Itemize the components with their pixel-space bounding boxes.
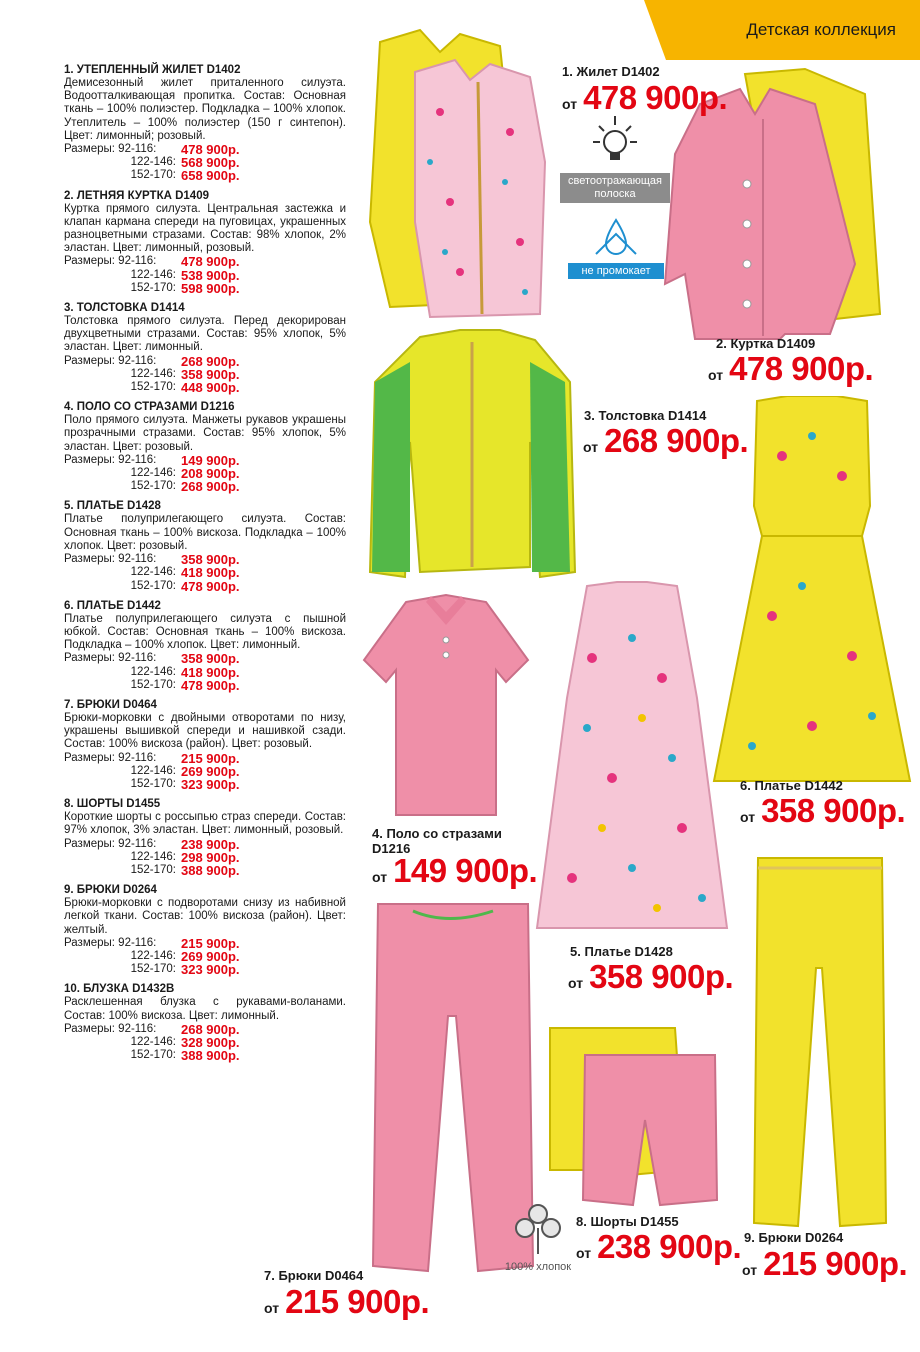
size-label: Размеры: 92-116: xyxy=(64,1022,157,1035)
item-2 xyxy=(64,189,346,295)
size-price: 478 900р. xyxy=(181,578,240,594)
size-label: 152-170: xyxy=(130,963,176,976)
caption-7: 7. Брюки D0464 xyxy=(264,1268,364,1283)
price-1 xyxy=(562,79,727,117)
item-title: 10. БЛУЗКА D1432B xyxy=(64,983,175,996)
item-6 xyxy=(64,599,346,692)
section-title: Детская коллекция xyxy=(746,20,896,39)
description-column xyxy=(64,63,346,1068)
size-list xyxy=(64,752,346,792)
item-description: Короткие шорты с россыпью страз спереди. Состав: 97% хлопок, 3% эластан. Цвет: лимонный, розовый. xyxy=(64,811,346,837)
size-label: Размеры: 92-116: xyxy=(64,936,157,949)
item-5 xyxy=(64,499,346,592)
size-list xyxy=(64,937,346,977)
price-value: 358 900р. xyxy=(589,958,734,995)
item-9 xyxy=(64,883,346,976)
price-3 xyxy=(583,422,748,460)
price-from: от xyxy=(708,367,724,383)
item-description: Расклешенная блузка с рукавами-воланами. Состав: 100% вискоза. Цвет: лимонный. xyxy=(64,996,346,1022)
item-description: Брюки-морковки с двойными отворотами по низу, украшены вышивкой спереди и нашивкой сзади. Состав: 100% вискоза (район). Цвет: розовый. xyxy=(64,711,346,751)
size-label: 122-146: xyxy=(130,268,176,281)
size-price: 358 900р. xyxy=(181,552,240,568)
price-from: от xyxy=(583,439,599,455)
size-label: 122-146: xyxy=(130,467,176,480)
vest-image xyxy=(360,22,560,322)
size-list xyxy=(64,1023,346,1063)
item-4 xyxy=(64,400,346,493)
item-title: 7. БРЮКИ D0464 xyxy=(64,698,157,711)
item-description: Демисезонный жилет приталенного силуэта. Водоотталкивающая пропитка. Состав: Основная ткань – 100% полиэстер. Подкладка – 100% хлопок. Утеплитель – 100% полиэстер (150 г синтепон). Цвет: лимонный; розовый. xyxy=(64,77,346,142)
section-tab xyxy=(666,0,920,60)
polo-image xyxy=(356,590,536,820)
price-9 xyxy=(742,1245,907,1283)
size-price: 658 900р. xyxy=(181,168,240,184)
waterproof-badge xyxy=(568,214,664,279)
price-from: от xyxy=(742,1262,758,1278)
size-price: 478 900р. xyxy=(181,677,240,693)
size-label: 152-170: xyxy=(130,1049,176,1062)
size-price: 268 900р. xyxy=(181,479,240,495)
item-1 xyxy=(64,63,346,183)
price-value: 238 900р. xyxy=(597,1228,742,1265)
shorts-image xyxy=(545,1020,720,1210)
cotton-label: 100% хлопок xyxy=(504,1261,572,1273)
size-list xyxy=(64,454,346,494)
item-title: 3. ТОЛСТОВКА D1414 xyxy=(64,302,185,315)
item-7 xyxy=(64,698,346,791)
size-price: 388 900р. xyxy=(181,1048,240,1064)
price-value: 215 900р. xyxy=(763,1245,908,1282)
size-label: Размеры: 92-116: xyxy=(64,453,157,466)
size-label: Размеры: 92-116: xyxy=(64,143,157,156)
item-description: Куртка прямого силуэта. Центральная застежка и клапан кармана спереди на пуговицах, украшенных разноцветными стразами. Состав: 98% хлопок, 2% эластан. Цвет: лимонный, розовый. xyxy=(64,202,346,255)
price-from: от xyxy=(576,1245,592,1261)
item-description: Поло прямого силуэта. Манжеты рукавов украшены прозрачными стразами. Состав: 95% хлопок, 5% эластан. Цвет: розовый. xyxy=(64,414,346,453)
lightbulb-icon xyxy=(585,112,645,170)
price-6 xyxy=(740,792,905,830)
size-label: 122-146: xyxy=(130,949,176,962)
price-from: от xyxy=(372,869,388,885)
size-label: 152-170: xyxy=(130,281,176,294)
size-price: 358 900р. xyxy=(181,651,240,667)
size-label: 122-146: xyxy=(130,367,176,380)
size-label: 122-146: xyxy=(130,850,176,863)
price-value: 478 900р. xyxy=(583,79,728,116)
size-price: 269 900р. xyxy=(181,763,240,779)
size-price: 328 900р. xyxy=(181,1034,240,1050)
cotton-flower-icon xyxy=(510,1198,566,1258)
item-title: 2. ЛЕТНЯЯ КУРТКА D1409 xyxy=(64,189,209,202)
size-price: 448 900р. xyxy=(181,380,240,396)
size-label: 152-170: xyxy=(130,480,176,493)
size-price: 215 900р. xyxy=(181,750,240,766)
sweatshirt-image xyxy=(360,322,580,588)
item-description: Платье полуприлегающего силуэта. Состав: Основная ткань – 100% вискоза. Подкладка – 100% хлопок. Цвет: розовый. xyxy=(64,513,346,552)
size-list xyxy=(64,838,346,878)
reflective-badge xyxy=(560,112,670,203)
size-price: 418 900р. xyxy=(181,565,240,581)
size-price: 298 900р. xyxy=(181,849,240,865)
cotton-badge xyxy=(498,1198,578,1273)
size-price: 323 900р. xyxy=(181,776,240,792)
caption-4b: D1216 xyxy=(372,841,411,856)
pink-dress-image xyxy=(532,578,732,938)
item-title: 8. ШОРТЫ D1455 xyxy=(64,798,161,811)
item-3 xyxy=(64,301,346,394)
item-title: 6. ПЛАТЬЕ D1442 xyxy=(64,599,161,612)
price-value: 215 900р. xyxy=(285,1283,430,1320)
price-from: от xyxy=(740,809,756,825)
price-value: 478 900р. xyxy=(729,350,874,387)
size-label: 152-170: xyxy=(130,169,176,182)
size-label: Размеры: 92-116: xyxy=(64,837,157,850)
item-title: 4. ПОЛО СО СТРАЗАМИ D1216 xyxy=(64,401,235,414)
size-price: 478 900р. xyxy=(181,142,240,158)
size-label: 122-146: xyxy=(130,566,176,579)
size-list xyxy=(64,553,346,593)
size-price: 478 900р. xyxy=(181,254,240,270)
price-4 xyxy=(372,852,537,890)
size-price: 388 900р. xyxy=(181,862,240,878)
caption-8: 8. Шорты D1455 xyxy=(576,1214,679,1229)
size-price: 358 900р. xyxy=(181,366,240,382)
size-label: 152-170: xyxy=(130,863,176,876)
caption-5: 5. Платье D1428 xyxy=(570,944,673,959)
price-value: 149 900р. xyxy=(393,852,538,889)
caption-3: 3. Толстовка D1414 xyxy=(584,408,707,423)
item-description: Платье полуприлегающего силуэта с пышной юбкой. Состав: Основная ткань – 100% вискоза. Подкладка – 100% хлопок. Цвет: лимонный. xyxy=(64,612,346,652)
size-label: 152-170: xyxy=(130,579,176,592)
size-label: Размеры: 92-116: xyxy=(64,652,157,665)
size-label: 122-146: xyxy=(130,1035,176,1048)
size-price: 149 900р. xyxy=(181,452,240,468)
waterproof-label: не промокает xyxy=(568,263,664,279)
size-label: Размеры: 92-116: xyxy=(64,553,157,566)
price-value: 268 900р. xyxy=(604,422,749,459)
price-2 xyxy=(708,350,873,388)
size-price: 215 900р. xyxy=(181,935,240,951)
size-price: 268 900р. xyxy=(181,1021,240,1037)
caption-2: 2. Куртка D1409 xyxy=(716,336,816,351)
caption-6: 6. Платье D1442 xyxy=(740,778,843,793)
yellow-pants-image xyxy=(750,848,890,1230)
price-value: 358 900р. xyxy=(761,792,906,829)
price-7 xyxy=(264,1283,429,1321)
caption-9: 9. Брюки D0264 xyxy=(744,1230,844,1245)
water-drop-icon xyxy=(590,214,642,260)
item-10 xyxy=(64,982,346,1062)
price-5 xyxy=(568,958,733,996)
size-label: 152-170: xyxy=(130,777,176,790)
size-price: 268 900р. xyxy=(181,353,240,369)
item-8 xyxy=(64,797,346,877)
size-label: 152-170: xyxy=(130,381,176,394)
item-title: 1. УТЕПЛЕННЫЙ ЖИЛЕТ D1402 xyxy=(64,64,241,76)
caption-4a: 4. Поло со стразами xyxy=(372,826,502,841)
size-list xyxy=(64,255,346,295)
item-description: Толстовка прямого силуэта. Перед декорирован двухцветными стразами. Состав: 95% хлопок, 5% эластан. Цвет: лимонный. xyxy=(64,315,346,354)
size-price: 208 900р. xyxy=(181,466,240,482)
item-description: Брюки-морковки с подворотами снизу из набивной легкой ткани. Состав: 100% вискоза (район). Цвет: желтый. xyxy=(64,897,346,936)
size-label: 122-146: xyxy=(130,764,176,777)
price-from: от xyxy=(562,96,578,112)
size-label: 122-146: xyxy=(130,156,176,169)
size-list xyxy=(64,143,346,183)
size-label: Размеры: 92-116: xyxy=(64,354,157,367)
caption-1: 1. Жилет D1402 xyxy=(562,64,660,79)
size-list xyxy=(64,355,346,395)
size-price: 269 900р. xyxy=(181,948,240,964)
size-price: 238 900р. xyxy=(181,836,240,852)
size-price: 323 900р. xyxy=(181,962,240,978)
size-price: 598 900р. xyxy=(181,280,240,296)
size-price: 568 900р. xyxy=(181,155,240,171)
size-price: 418 900р. xyxy=(181,664,240,680)
size-label: 122-146: xyxy=(130,665,176,678)
item-title: 9. БРЮКИ D0264 xyxy=(64,884,157,897)
item-title: 5. ПЛАТЬЕ D1428 xyxy=(64,500,161,513)
size-label: Размеры: 92-116: xyxy=(64,751,157,764)
size-price: 538 900р. xyxy=(181,267,240,283)
reflective-label: светоотражающая полоска xyxy=(560,173,670,203)
price-from: от xyxy=(264,1300,280,1316)
size-list xyxy=(64,652,346,692)
size-label: Размеры: 92-116: xyxy=(64,255,157,268)
size-label: 152-170: xyxy=(130,678,176,691)
price-8 xyxy=(576,1228,741,1266)
price-from: от xyxy=(568,975,584,991)
